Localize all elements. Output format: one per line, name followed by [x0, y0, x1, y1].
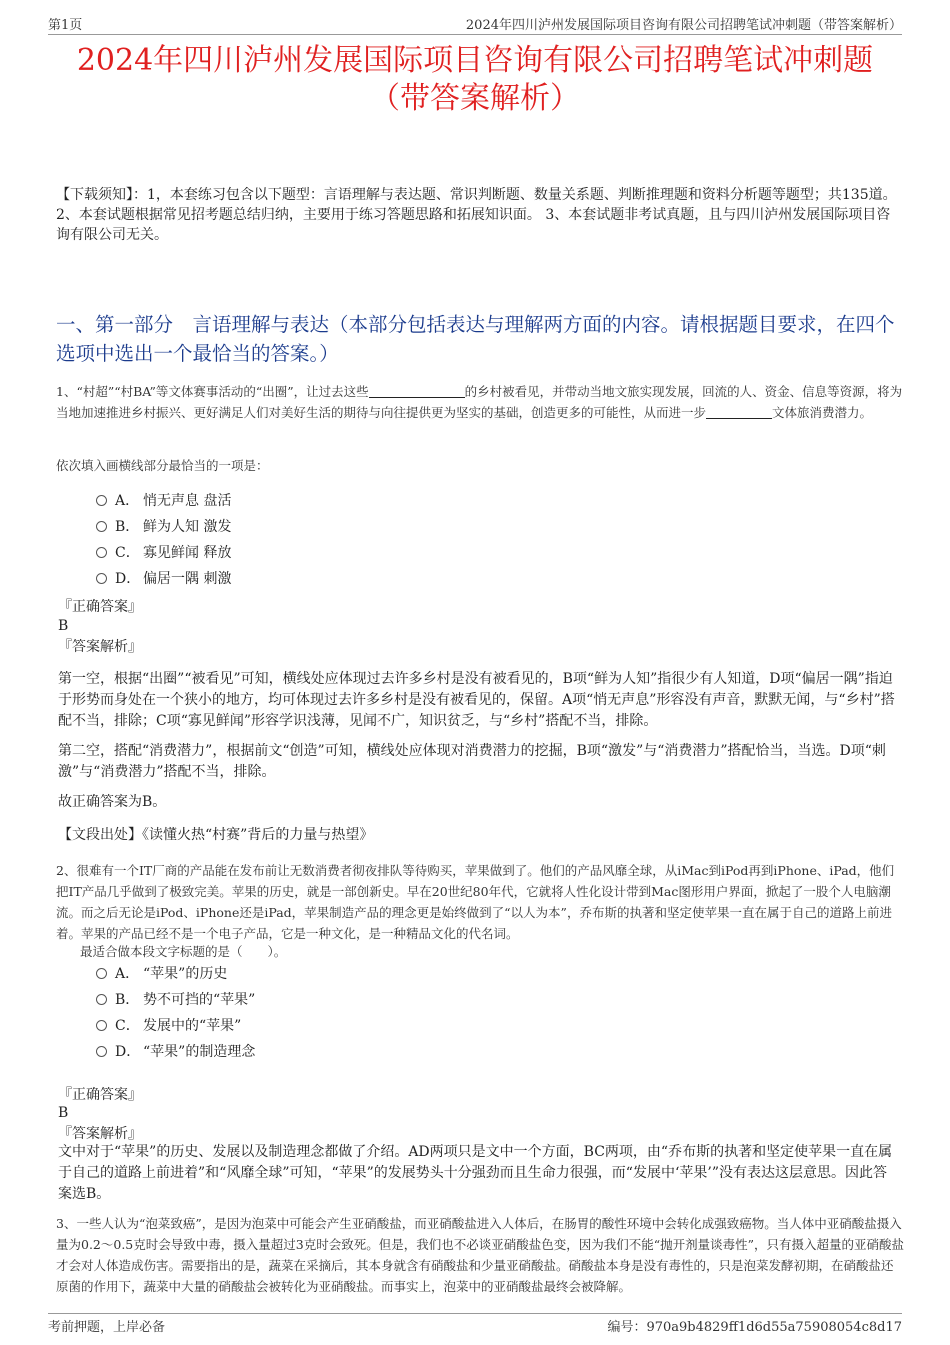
q2-option-b[interactable]: B． 势不可挡的“苹果”	[96, 990, 255, 1010]
q1-option-d[interactable]: D． 偏居一隅 刺激	[96, 569, 231, 589]
header-doc-title: 2024年四川泸州发展国际项目咨询有限公司招聘笔试冲刺题（带答案解析）	[465, 18, 902, 33]
footer-serial: 编号：970a9b4829ff1d6d55a75908054c8d17	[607, 1320, 902, 1335]
q1-blank-2	[706, 405, 772, 419]
radio-icon[interactable]	[96, 547, 107, 558]
q2-analysis-label: 『答案解析』	[58, 1126, 142, 1142]
radio-icon[interactable]	[96, 1046, 107, 1057]
q1-analysis-label: 『答案解析』	[58, 639, 142, 655]
q2-answer: B	[58, 1105, 69, 1121]
title-line-2: （带答案解析）	[370, 81, 580, 116]
q1-answer: B	[58, 618, 69, 634]
download-notice: 【下载须知】：1，本套练习包含以下题型：言语理解与表达题、常识判断题、数量关系题、判断推理题和资料分析题等题型；共135道。 2、本套试题根据常见招考题总结归纳，主要用于练习答题思路和拓展知识面。 3、本套试题非考试真题，且与四川泸州发展国际项目咨询有限公司无关。	[56, 187, 897, 243]
radio-icon[interactable]	[96, 968, 107, 979]
radio-icon[interactable]	[96, 1020, 107, 1031]
question-2-stem: 2、很难有一个IT厂商的产品能在发布前让无数消费者彻夜排队等待购买，苹果做到了。他们的产品风靡全球，从iMac到iPod再到iPhone、iPad，他们把IT产品几乎做到了极致完美。苹果的历史，就是一部创新史。早在20世纪80年代，它就将人性化设计带到Mac图形用户界面，掀起了一股个人电脑潮流。而之后无论是iPod、iPhone还是iPad，苹果制造产品的理念更是始终做到了“以人为本”，乔布斯的执著和坚定使苹果一直在属于自己的道路上前进着。苹果的产品已经不是一个电子产品，它是一种文化，是一种精品文化的代名词。	[56, 863, 895, 941]
q2-answer-label: 『正确答案』	[58, 1087, 142, 1103]
radio-icon[interactable]	[96, 521, 107, 532]
page-header	[48, 14, 902, 35]
q1-analysis-2: 第二空，搭配“消费潜力”，根据前文“创造”可知，横线处应体现对消费潜力的挖掘，B项“激发”与“消费潜力”搭配恰当，当选。D项“刺激”与“消费潜力”搭配不当，排除。	[58, 743, 886, 780]
q1-stem-part-b: 的乡村被看见，并带动当地文旅实现发展，回流的人、资金、信息等资源，将为当地加速推进乡村振兴、更好满足人们对美好生活的期待与向往提供更为坚实的基础，创造更多的可能性，从而进一步	[56, 384, 903, 420]
section-heading: 一、第一部分 言语理解与表达（本部分包括表达与理解两方面的内容。请根据题目要求，在四个选项中选出一个最恰当的答案。）	[56, 313, 895, 365]
q2-option-d[interactable]: D． “苹果”的制造理念	[96, 1042, 255, 1062]
radio-icon[interactable]	[96, 495, 107, 506]
radio-icon[interactable]	[96, 573, 107, 584]
q1-blank-1	[369, 384, 465, 398]
q2-option-c[interactable]: C． 发展中的“苹果”	[96, 1016, 241, 1036]
footer-slogan: 考前押题，上岸必备	[48, 1320, 166, 1335]
q1-option-c[interactable]: C． 寡见鲜闻 释放	[96, 543, 231, 563]
q1-answer-label: 『正确答案』	[58, 599, 142, 615]
q2-prompt: 最适合做本段文字标题的是（ ）。	[80, 944, 287, 959]
q1-option-a[interactable]: A． 悄无声息 盘活	[96, 491, 231, 511]
q1-stem-part-a: 1、“村超”“村BA”等文体赛事活动的“出圈”，让过去这些	[56, 384, 369, 399]
title-line-1: 2024年四川泸州发展国际项目咨询有限公司招聘笔试冲刺题	[76, 43, 874, 78]
q2-analysis: 文中对于“苹果”的历史、发展以及制造理念都做了介绍。AD两项只是文中一个方面，BC两项，由“乔布斯的执著和坚定使苹果一直在属于自己的道路上前进着”和“风靡全球”可知，“苹果”的发展势头十分强劲而且生命力很强，而“发展中‘苹果’”没有表达这层意思。因此答案选B。	[58, 1144, 893, 1202]
radio-icon[interactable]	[96, 994, 107, 1005]
question-3-stem: 3、一些人认为“泡菜致癌”，是因为泡菜中可能会产生亚硝酸盐，而亚硝酸盐进入人体后，在肠胃的酸性环境中会转化成强致癌物。当人体中亚硝酸盐摄入量为0.2～0.5克时会导致中毒，摄入量超过3克时会致死。但是，我们也不必谈亚硝酸盐色变，因为我们不能“抛开剂量谈毒性”，只有摄入超量的亚硝酸盐才会对人体造成伤害。需要指出的是，蔬菜在采摘后，其本身就含有硝酸盐和少量亚硝酸盐。硝酸盐本身是没有毒性的，只是泡菜发酵初期，在硝酸盐还原菌的作用下，蔬菜中大量的硝酸盐会被转化为亚硝酸盐。而事实上，泡菜中的亚硝酸盐最终会被降解。	[56, 1216, 904, 1294]
q2-option-a[interactable]: A． “苹果”的历史	[96, 964, 227, 984]
document-title	[40, 42, 910, 118]
page-footer	[48, 1313, 902, 1335]
question-1-stem	[56, 381, 904, 423]
q1-conclusion: 故正确答案为B。	[58, 794, 167, 810]
q1-option-b[interactable]: B． 鲜为人知 激发	[96, 517, 231, 537]
page-number: 第1页	[48, 18, 83, 33]
q1-stem-part-c: 文体旅消费潜力。	[772, 405, 873, 420]
q1-prompt: 依次填入画横线部分最恰当的一项是：	[56, 458, 269, 473]
q1-analysis-1: 第一空，根据“出圈”“被看见”可知，横线处应体现过去许多乡村是没有被看见的，B项“鲜为人知”指很少有人知道，D项“偏居一隅”指迫于形势而身处在一个狭小的地方，均可体现过去许多乡村是没有被看见的，保留。A项“悄无声息”形容没有声音，默默无闻，与“乡村”搭配不当，排除；C项“寡见鲜闻”形容学识浅薄，见闻不广，知识贫乏，与“乡村”搭配不当，排除。	[58, 671, 895, 729]
q1-source: 【文段出处】《读懂火热“村赛”背后的力量与热望》	[58, 827, 374, 843]
